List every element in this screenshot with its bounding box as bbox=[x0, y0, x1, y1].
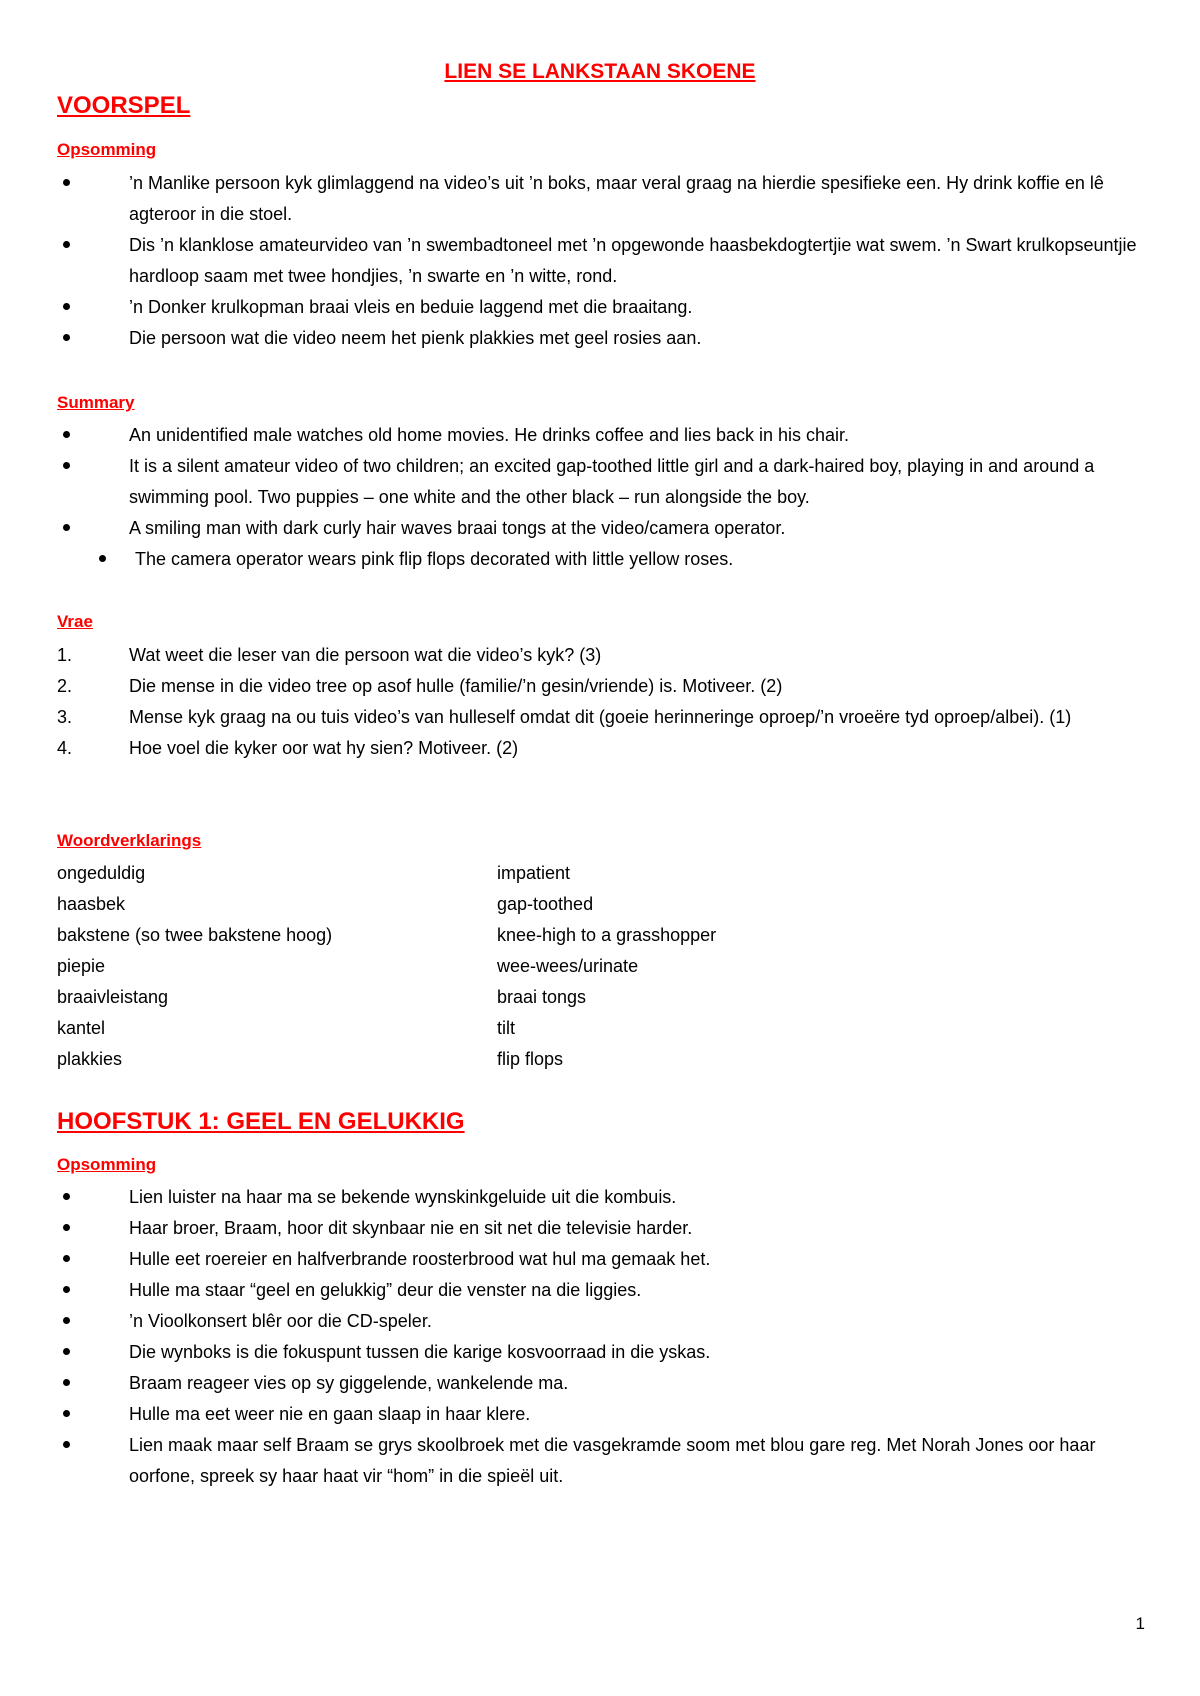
list-item: Lien luister na haar ma se bekende wynskinkgeluide uit die kombuis. bbox=[57, 1182, 1147, 1213]
list-item: ’n Donker krulkopman braai vleis en beduie laggend met die braaitang. bbox=[57, 292, 1147, 323]
bullet-icon bbox=[57, 1244, 117, 1275]
list-item: Die persoon wat die video neem het pienk plakkies met geel rosies aan. bbox=[57, 323, 1147, 354]
vrae-list bbox=[57, 640, 1147, 764]
vocab-meaning: wee-wees/urinate bbox=[497, 956, 639, 976]
list-item: 4. Hoe voel die kyker oor wat hy sien? Motiveer. (2) bbox=[57, 733, 1147, 764]
vocab-meaning: impatient bbox=[497, 863, 571, 883]
vocab-meaning: braai tongs bbox=[497, 987, 587, 1007]
list-item: Hulle ma staar “geel en gelukkig” deur die venster na die liggies. bbox=[57, 1275, 1147, 1306]
list-number: 4. bbox=[57, 738, 73, 758]
hoofstuk1-opsomming-list bbox=[57, 1182, 1147, 1492]
bullet-icon bbox=[57, 292, 117, 323]
page-number: 1 bbox=[1135, 1614, 1145, 1633]
vocab-row bbox=[57, 920, 1147, 951]
list-item: The camera operator wears pink flip flops decorated with little yellow roses. bbox=[57, 544, 1147, 575]
vocab-term: braaivleistang bbox=[57, 987, 169, 1007]
bullet-icon bbox=[57, 1337, 117, 1368]
bullet-icon bbox=[57, 1368, 117, 1399]
vocab-meaning: flip flops bbox=[497, 1049, 564, 1069]
list-number: 3. bbox=[57, 707, 73, 727]
bullet-icon bbox=[57, 230, 117, 261]
vocab-term: bakstene (so twee bakstene hoog) bbox=[57, 925, 333, 945]
list-item: It is a silent amateur video of two children; an excited gap-toothed little girl and a dark-haired boy, playing in and around a swimming pool. Two puppies – one white and the other black – run alongside the boy. bbox=[57, 451, 1147, 513]
bullet-icon bbox=[57, 1306, 117, 1337]
woordverklarings-heading: Woordverklarings bbox=[57, 831, 202, 850]
list-item: 3. Mense kyk graag na ou tuis video’s van hulleself omdat dit (goeie herinneringe oproep/’n vroeëre tyd oproep/albei). (1) bbox=[57, 702, 1147, 733]
list-item: 1. Wat weet die leser van die persoon wat die video’s kyk? (3) bbox=[57, 640, 1147, 671]
woordverklarings-list bbox=[57, 858, 1147, 1075]
list-item: Dis ’n klanklose amateurvideo van ’n swembadtoneel met ’n opgewonde haasbekdogtertjie wat swem. ’n Swart krulkopseuntjie hardloop saam met twee hondjies, ’n swarte en ’n witte, rond. bbox=[57, 230, 1147, 292]
list-number: 2. bbox=[57, 676, 73, 696]
list-item: Hulle ma eet weer nie en gaan slaap in haar klere. bbox=[57, 1399, 1147, 1430]
vocab-row bbox=[57, 982, 1147, 1013]
hoofstuk1-opsomming-heading: Opsomming bbox=[57, 1155, 157, 1174]
list-item: Lien maak maar self Braam se grys skoolbroek met die vasgekramde soom met blou gare reg. Met Norah Jones oor haar oorfone, spreek sy haar haat vir “hom” in die spieël uit. bbox=[57, 1430, 1147, 1492]
vocab-row bbox=[57, 858, 1147, 889]
summary-list bbox=[57, 420, 1147, 575]
vocab-term: haasbek bbox=[57, 894, 126, 914]
vocab-row bbox=[57, 951, 1147, 982]
bullet-icon bbox=[57, 1275, 117, 1306]
list-item: 2. Die mense in die video tree op asof hulle (familie/’n gesin/vriende) is. Motiveer. (2) bbox=[57, 671, 1147, 702]
vocab-meaning: gap-toothed bbox=[497, 894, 594, 914]
vocab-term: kantel bbox=[57, 1018, 106, 1038]
bullet-icon bbox=[57, 1430, 117, 1461]
list-item: Die wynboks is die fokuspunt tussen die karige kosvoorraad in die yskas. bbox=[57, 1337, 1147, 1368]
bullet-icon bbox=[57, 420, 117, 451]
list-item: An unidentified male watches old home movies. He drinks coffee and lies back in his chair. bbox=[57, 420, 1147, 451]
bullet-icon bbox=[57, 323, 117, 354]
vocab-row bbox=[57, 1013, 1147, 1044]
vocab-term: ongeduldig bbox=[57, 863, 146, 883]
voorspel-heading: VOORSPEL bbox=[57, 92, 191, 119]
bullet-icon bbox=[57, 168, 117, 199]
list-item: Haar broer, Braam, hoor dit skynbaar nie en sit net die televisie harder. bbox=[57, 1213, 1147, 1244]
vocab-term: piepie bbox=[57, 956, 106, 976]
voorspel-opsomming-list bbox=[57, 168, 1147, 354]
list-item: Braam reageer vies op sy giggelende, wankelende ma. bbox=[57, 1368, 1147, 1399]
bullet-icon bbox=[57, 1213, 117, 1244]
vocab-meaning: knee-high to a grasshopper bbox=[497, 925, 717, 945]
vocab-meaning: tilt bbox=[497, 1018, 515, 1038]
list-number: 1. bbox=[57, 645, 73, 665]
list-item: ’n Vioolkonsert blêr oor die CD-speler. bbox=[57, 1306, 1147, 1337]
list-item: Hulle eet roereier en halfverbrande roosterbrood wat hul ma gemaak het. bbox=[57, 1244, 1147, 1275]
list-item: ’n Manlike persoon kyk glimlaggend na video’s uit ’n boks, maar veral graag na hierdie spesifieke een. Hy drink koffie en lê agteroor in die stoel. bbox=[57, 168, 1147, 230]
summary-heading: Summary bbox=[57, 393, 135, 412]
vocab-row bbox=[57, 1044, 1147, 1075]
list-item: A smiling man with dark curly hair waves braai tongs at the video/camera operator. bbox=[57, 513, 1147, 544]
bullet-icon bbox=[57, 1399, 117, 1430]
bullet-icon bbox=[57, 1182, 117, 1213]
hoofstuk1-heading: HOOFSTUK 1: GEEL EN GELUKKIG bbox=[57, 1108, 465, 1135]
bullet-icon bbox=[93, 544, 153, 575]
bullet-icon bbox=[57, 513, 117, 544]
voorspel-opsomming-heading: Opsomming bbox=[57, 140, 157, 159]
document-title: LIEN SE LANKSTAAN SKOENE bbox=[444, 60, 756, 83]
bullet-icon bbox=[57, 451, 117, 482]
vrae-heading: Vrae bbox=[57, 612, 93, 631]
vocab-row bbox=[57, 889, 1147, 920]
vocab-term: plakkies bbox=[57, 1049, 123, 1069]
